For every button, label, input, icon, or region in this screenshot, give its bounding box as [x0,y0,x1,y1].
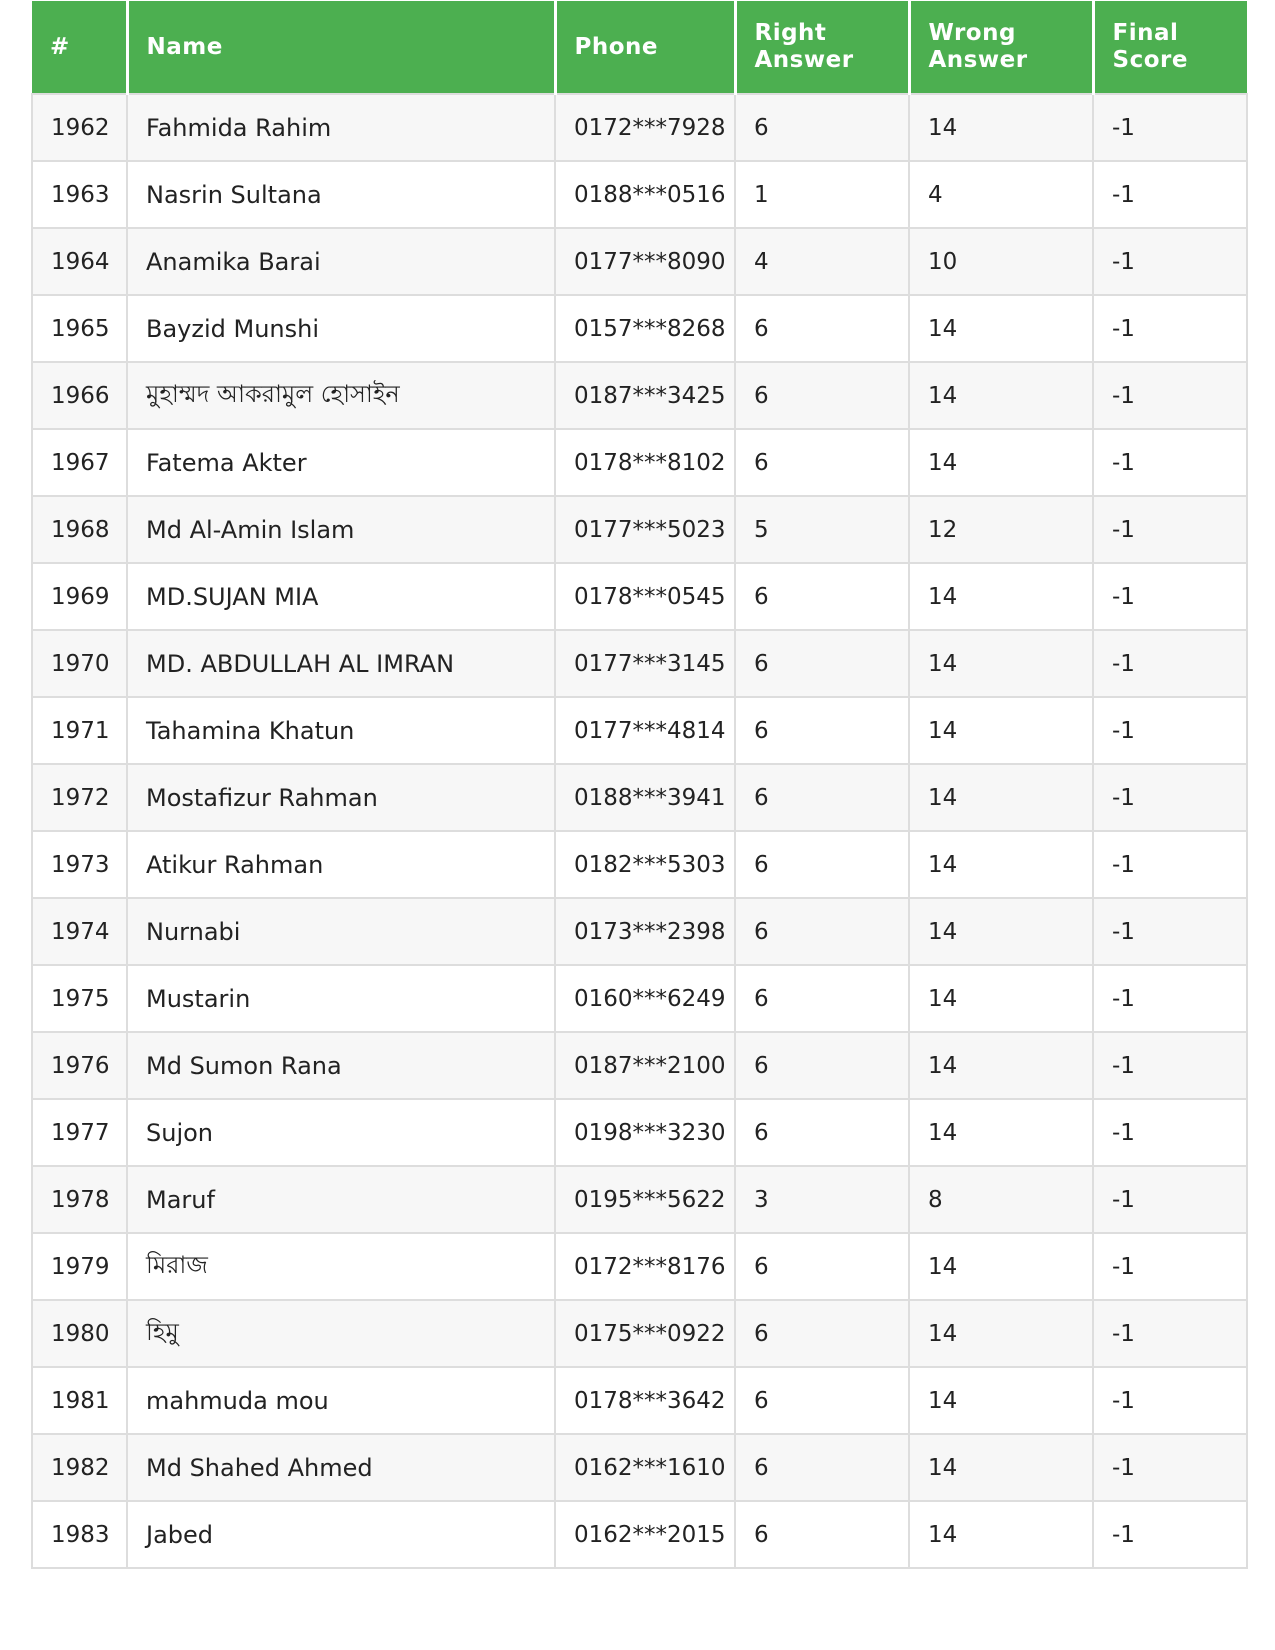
cell-right-answer: 6 [735,295,909,362]
header-number: # [32,1,127,94]
cell-name: Mostafizur Rahman [127,764,555,831]
table-row [32,898,1247,965]
cell-phone: 0157***8268 [555,295,735,362]
cell-right-answer: 4 [735,228,909,295]
cell-name: MD.SUJAN MIA [127,563,555,630]
cell-number: 1967 [32,429,127,496]
cell-wrong-answer: 14 [909,1501,1093,1568]
header-right-answer: Right Answer [735,1,909,94]
table-row [32,1099,1247,1166]
table-row [32,161,1247,228]
table-row [32,94,1247,161]
cell-name: Tahamina Khatun [127,697,555,764]
cell-right-answer: 6 [735,1501,909,1568]
cell-final-score: -1 [1093,1501,1247,1568]
cell-number: 1979 [32,1233,127,1300]
cell-phone: 0172***7928 [555,94,735,161]
cell-right-answer: 6 [735,1367,909,1434]
cell-final-score: -1 [1093,1032,1247,1099]
cell-wrong-answer: 12 [909,496,1093,563]
cell-right-answer: 6 [735,965,909,1032]
cell-right-answer: 6 [735,362,909,429]
cell-final-score: -1 [1093,228,1247,295]
cell-final-score: -1 [1093,1233,1247,1300]
cell-right-answer: 5 [735,496,909,563]
cell-right-answer: 6 [735,764,909,831]
results-table [31,1,1248,1569]
cell-right-answer: 6 [735,94,909,161]
cell-number: 1972 [32,764,127,831]
cell-name: Fahmida Rahim [127,94,555,161]
cell-phone: 0177***5023 [555,496,735,563]
cell-number: 1964 [32,228,127,295]
table-header [32,1,1247,94]
cell-phone: 0162***2015 [555,1501,735,1568]
cell-final-score: -1 [1093,764,1247,831]
cell-wrong-answer: 14 [909,1434,1093,1501]
cell-phone: 0177***3145 [555,630,735,697]
cell-wrong-answer: 14 [909,697,1093,764]
cell-phone: 0187***3425 [555,362,735,429]
header-final-score: Final Score [1093,1,1247,94]
cell-final-score: -1 [1093,1099,1247,1166]
cell-final-score: -1 [1093,1434,1247,1501]
cell-wrong-answer: 8 [909,1166,1093,1233]
cell-phone: 0173***2398 [555,898,735,965]
cell-number: 1982 [32,1434,127,1501]
cell-number: 1983 [32,1501,127,1568]
cell-final-score: -1 [1093,161,1247,228]
header-name: Name [127,1,555,94]
cell-phone: 0178***8102 [555,429,735,496]
cell-final-score: -1 [1093,898,1247,965]
cell-number: 1973 [32,831,127,898]
cell-right-answer: 6 [735,1233,909,1300]
table-row [32,228,1247,295]
cell-name: Atikur Rahman [127,831,555,898]
cell-name: Nurnabi [127,898,555,965]
cell-final-score: -1 [1093,1367,1247,1434]
cell-name: Md Al-Amin Islam [127,496,555,563]
cell-right-answer: 6 [735,1032,909,1099]
cell-phone: 0162***1610 [555,1434,735,1501]
cell-phone: 0187***2100 [555,1032,735,1099]
cell-number: 1971 [32,697,127,764]
cell-name: MD. ABDULLAH AL IMRAN [127,630,555,697]
table-row [32,1300,1247,1367]
table-row [32,1032,1247,1099]
cell-wrong-answer: 14 [909,362,1093,429]
table-row [32,496,1247,563]
cell-final-score: -1 [1093,295,1247,362]
cell-number: 1970 [32,630,127,697]
cell-name: Md Shahed Ahmed [127,1434,555,1501]
cell-number: 1963 [32,161,127,228]
cell-wrong-answer: 14 [909,429,1093,496]
table-row [32,1501,1247,1568]
cell-name: Mustarin [127,965,555,1032]
cell-final-score: -1 [1093,1300,1247,1367]
cell-wrong-answer: 14 [909,965,1093,1032]
cell-name: Sujon [127,1099,555,1166]
cell-number: 1978 [32,1166,127,1233]
table-row [32,965,1247,1032]
header-row [32,1,1247,94]
cell-name: Bayzid Munshi [127,295,555,362]
table-row [32,429,1247,496]
cell-phone: 0195***5622 [555,1166,735,1233]
cell-name: মুহাম্মদ আকরামুল হোসাইন [127,362,555,429]
cell-final-score: -1 [1093,496,1247,563]
cell-final-score: -1 [1093,1166,1247,1233]
cell-name: হিমু [127,1300,555,1367]
cell-wrong-answer: 14 [909,898,1093,965]
cell-wrong-answer: 4 [909,161,1093,228]
cell-number: 1965 [32,295,127,362]
cell-wrong-answer: 14 [909,94,1093,161]
cell-final-score: -1 [1093,563,1247,630]
cell-right-answer: 6 [735,429,909,496]
cell-name: Md Sumon Rana [127,1032,555,1099]
cell-right-answer: 6 [735,630,909,697]
table-row [32,764,1247,831]
table-body [32,94,1247,1568]
cell-name: Nasrin Sultana [127,161,555,228]
table-row [32,563,1247,630]
cell-phone: 0182***5303 [555,831,735,898]
cell-right-answer: 6 [735,697,909,764]
table-row [32,831,1247,898]
table-row [32,1166,1247,1233]
cell-name: Fatema Akter [127,429,555,496]
cell-wrong-answer: 14 [909,563,1093,630]
cell-phone: 0172***8176 [555,1233,735,1300]
cell-number: 1980 [32,1300,127,1367]
cell-right-answer: 1 [735,161,909,228]
cell-final-score: -1 [1093,362,1247,429]
cell-name: Maruf [127,1166,555,1233]
table-row [32,630,1247,697]
cell-right-answer: 6 [735,1434,909,1501]
cell-name: Jabed [127,1501,555,1568]
header-wrong-answer: Wrong Answer [909,1,1093,94]
cell-right-answer: 3 [735,1166,909,1233]
table-row [32,1367,1247,1434]
cell-final-score: -1 [1093,965,1247,1032]
cell-wrong-answer: 14 [909,1099,1093,1166]
cell-phone: 0177***4814 [555,697,735,764]
cell-wrong-answer: 14 [909,295,1093,362]
cell-right-answer: 6 [735,1099,909,1166]
cell-final-score: -1 [1093,630,1247,697]
cell-number: 1975 [32,965,127,1032]
cell-wrong-answer: 10 [909,228,1093,295]
cell-number: 1968 [32,496,127,563]
cell-wrong-answer: 14 [909,1300,1093,1367]
cell-number: 1962 [32,94,127,161]
cell-wrong-answer: 14 [909,1233,1093,1300]
cell-wrong-answer: 14 [909,831,1093,898]
cell-right-answer: 6 [735,563,909,630]
results-sheet [31,1,1246,1569]
cell-phone: 0177***8090 [555,228,735,295]
cell-name: mahmuda mou [127,1367,555,1434]
cell-phone: 0160***6249 [555,965,735,1032]
cell-phone: 0188***3941 [555,764,735,831]
header-phone: Phone [555,1,735,94]
cell-final-score: -1 [1093,429,1247,496]
cell-name: মিরাজ [127,1233,555,1300]
table-row [32,362,1247,429]
table-row [32,295,1247,362]
cell-number: 1976 [32,1032,127,1099]
cell-final-score: -1 [1093,94,1247,161]
cell-number: 1974 [32,898,127,965]
cell-number: 1969 [32,563,127,630]
cell-right-answer: 6 [735,831,909,898]
cell-phone: 0178***0545 [555,563,735,630]
cell-number: 1966 [32,362,127,429]
cell-phone: 0178***3642 [555,1367,735,1434]
table-row [32,1233,1247,1300]
cell-name: Anamika Barai [127,228,555,295]
cell-final-score: -1 [1093,831,1247,898]
table-row [32,697,1247,764]
cell-number: 1977 [32,1099,127,1166]
cell-phone: 0175***0922 [555,1300,735,1367]
cell-wrong-answer: 14 [909,630,1093,697]
cell-wrong-answer: 14 [909,1032,1093,1099]
cell-final-score: -1 [1093,697,1247,764]
table-row [32,1434,1247,1501]
cell-phone: 0198***3230 [555,1099,735,1166]
cell-phone: 0188***0516 [555,161,735,228]
cell-wrong-answer: 14 [909,1367,1093,1434]
cell-wrong-answer: 14 [909,764,1093,831]
cell-right-answer: 6 [735,898,909,965]
cell-right-answer: 6 [735,1300,909,1367]
cell-number: 1981 [32,1367,127,1434]
